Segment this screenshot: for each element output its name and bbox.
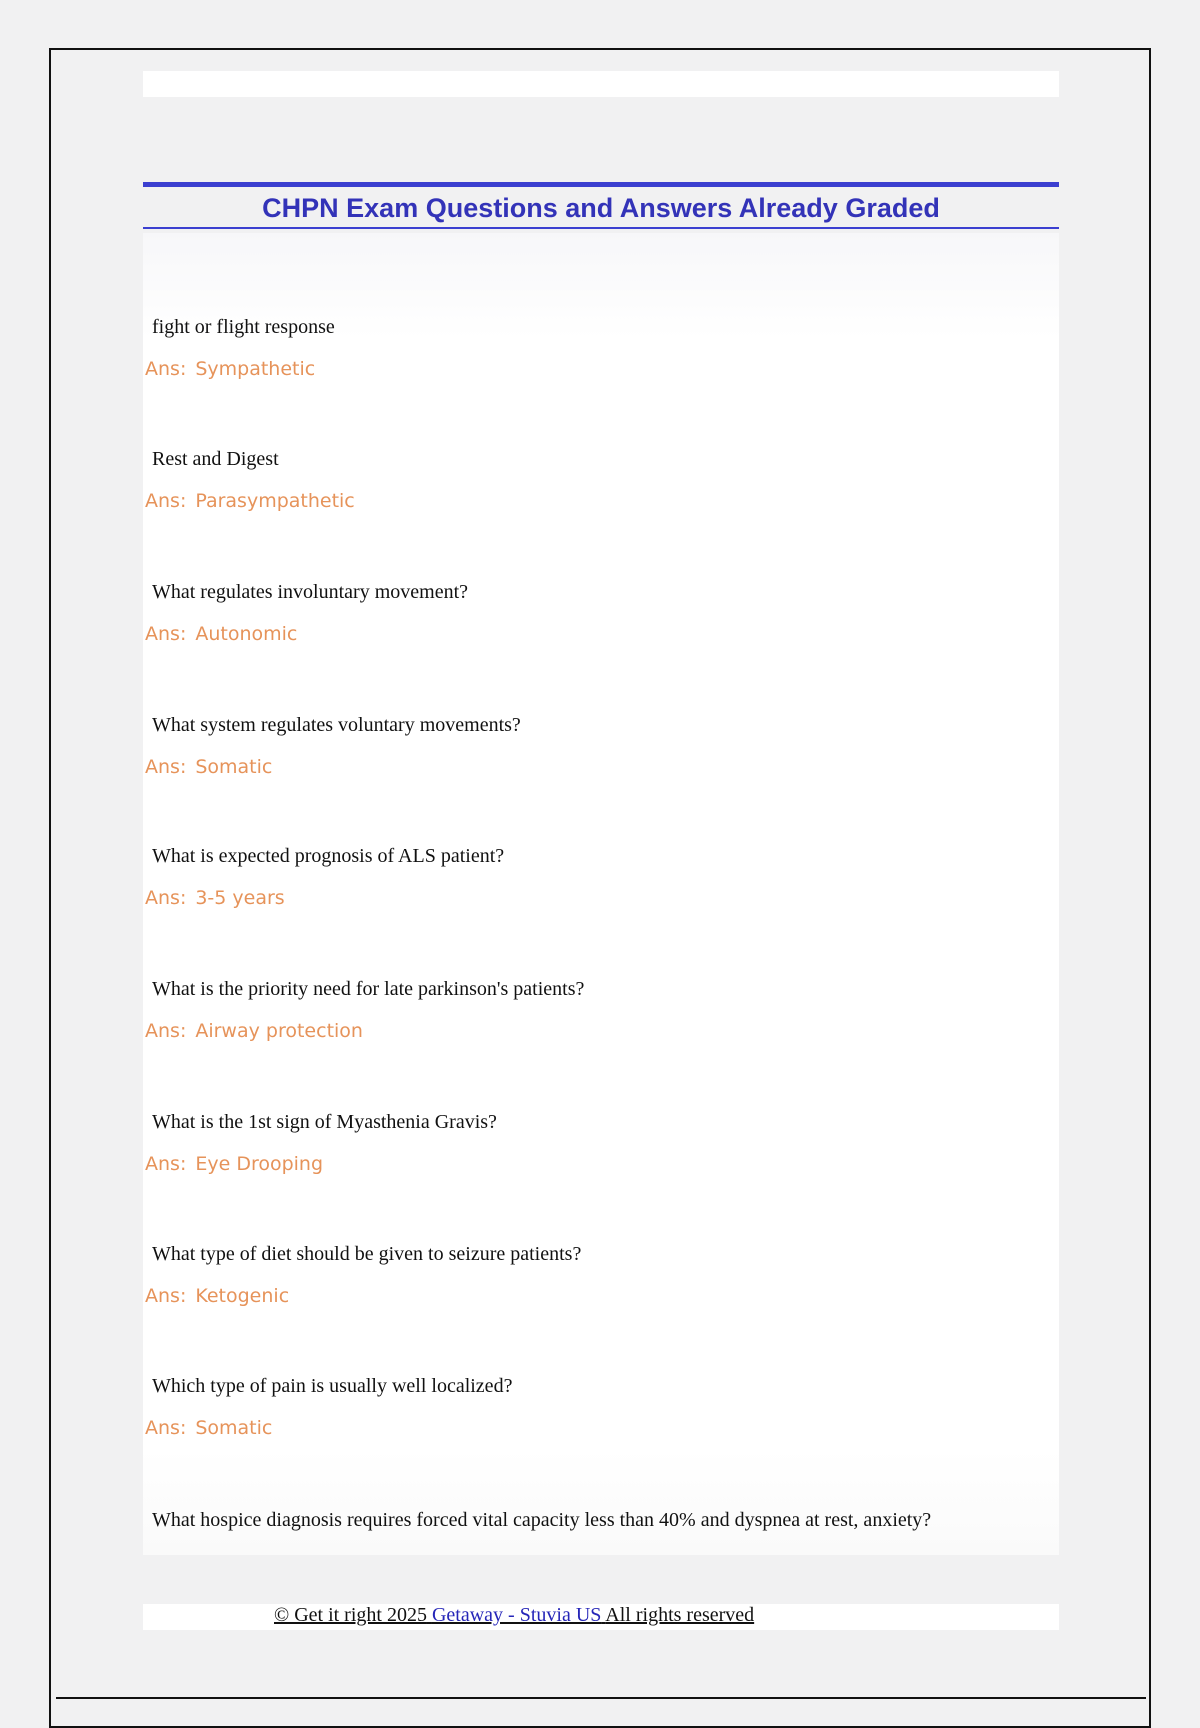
answer-text (145, 1153, 323, 1175)
question-text: What system regulates voluntary movements? (152, 714, 521, 736)
answer-prefix: Ans: (145, 490, 187, 512)
answer-value: Airway protection (195, 1020, 363, 1042)
answer-prefix: Ans: (145, 1020, 187, 1042)
answer-value: Somatic (195, 756, 273, 778)
answer-text (145, 490, 355, 512)
question-text: What is the 1st sign of Myasthenia Gravis? (152, 1111, 497, 1133)
answer-prefix: Ans: (145, 358, 187, 380)
footer-copyright (274, 1604, 754, 1627)
answer-value: Eye Drooping (195, 1153, 324, 1175)
title-block (143, 182, 1059, 229)
question-text: What is the priority need for late parkinson's patients? (152, 978, 585, 1000)
answer-prefix: Ans: (145, 623, 187, 645)
question-text: What regulates involuntary movement? (152, 581, 469, 603)
answer-prefix: Ans: (145, 1417, 187, 1439)
answer-value: Parasympathetic (195, 490, 355, 512)
answer-prefix: Ans: (145, 887, 187, 909)
answer-text (145, 887, 285, 909)
answer-value: Somatic (195, 1417, 273, 1439)
question-text: Which type of pain is usually well localized? (152, 1375, 513, 1397)
question-text: fight or flight response (152, 316, 335, 338)
qa-list (143, 233, 1059, 1555)
question-text: What hospice diagnosis requires forced vital capacity less than 40% and dyspnea at rest, anxiety? (152, 1509, 932, 1531)
answer-text (145, 1020, 363, 1042)
page-bottom-rule (56, 1697, 1146, 1699)
answer-text (145, 358, 315, 380)
footer-link[interactable]: Getaway - Stuvia US (431, 1604, 602, 1626)
question-text: Rest and Digest (152, 448, 279, 470)
page-title: CHPN Exam Questions and Answers Already Graded (262, 193, 940, 223)
answer-value: Ketogenic (195, 1285, 290, 1307)
question-text: What type of diet should be given to seizure patients? (152, 1243, 582, 1265)
answer-prefix: Ans: (145, 756, 187, 778)
title-rule-bottom (143, 227, 1059, 229)
footer-prefix: © Get it right 2025 (274, 1604, 427, 1626)
answer-value: Autonomic (195, 623, 298, 645)
question-text: What is expected prognosis of ALS patient? (152, 845, 505, 867)
answer-prefix: Ans: (145, 1153, 187, 1175)
answer-text (145, 756, 272, 778)
answer-text (145, 623, 297, 645)
answer-value: Sympathetic (195, 358, 316, 380)
answer-value: 3-5 years (195, 887, 285, 909)
header-strip (143, 71, 1059, 97)
answer-text (145, 1285, 289, 1307)
footer-suffix: All rights reserved (605, 1604, 755, 1626)
answer-text (145, 1417, 272, 1439)
answer-prefix: Ans: (145, 1285, 187, 1307)
